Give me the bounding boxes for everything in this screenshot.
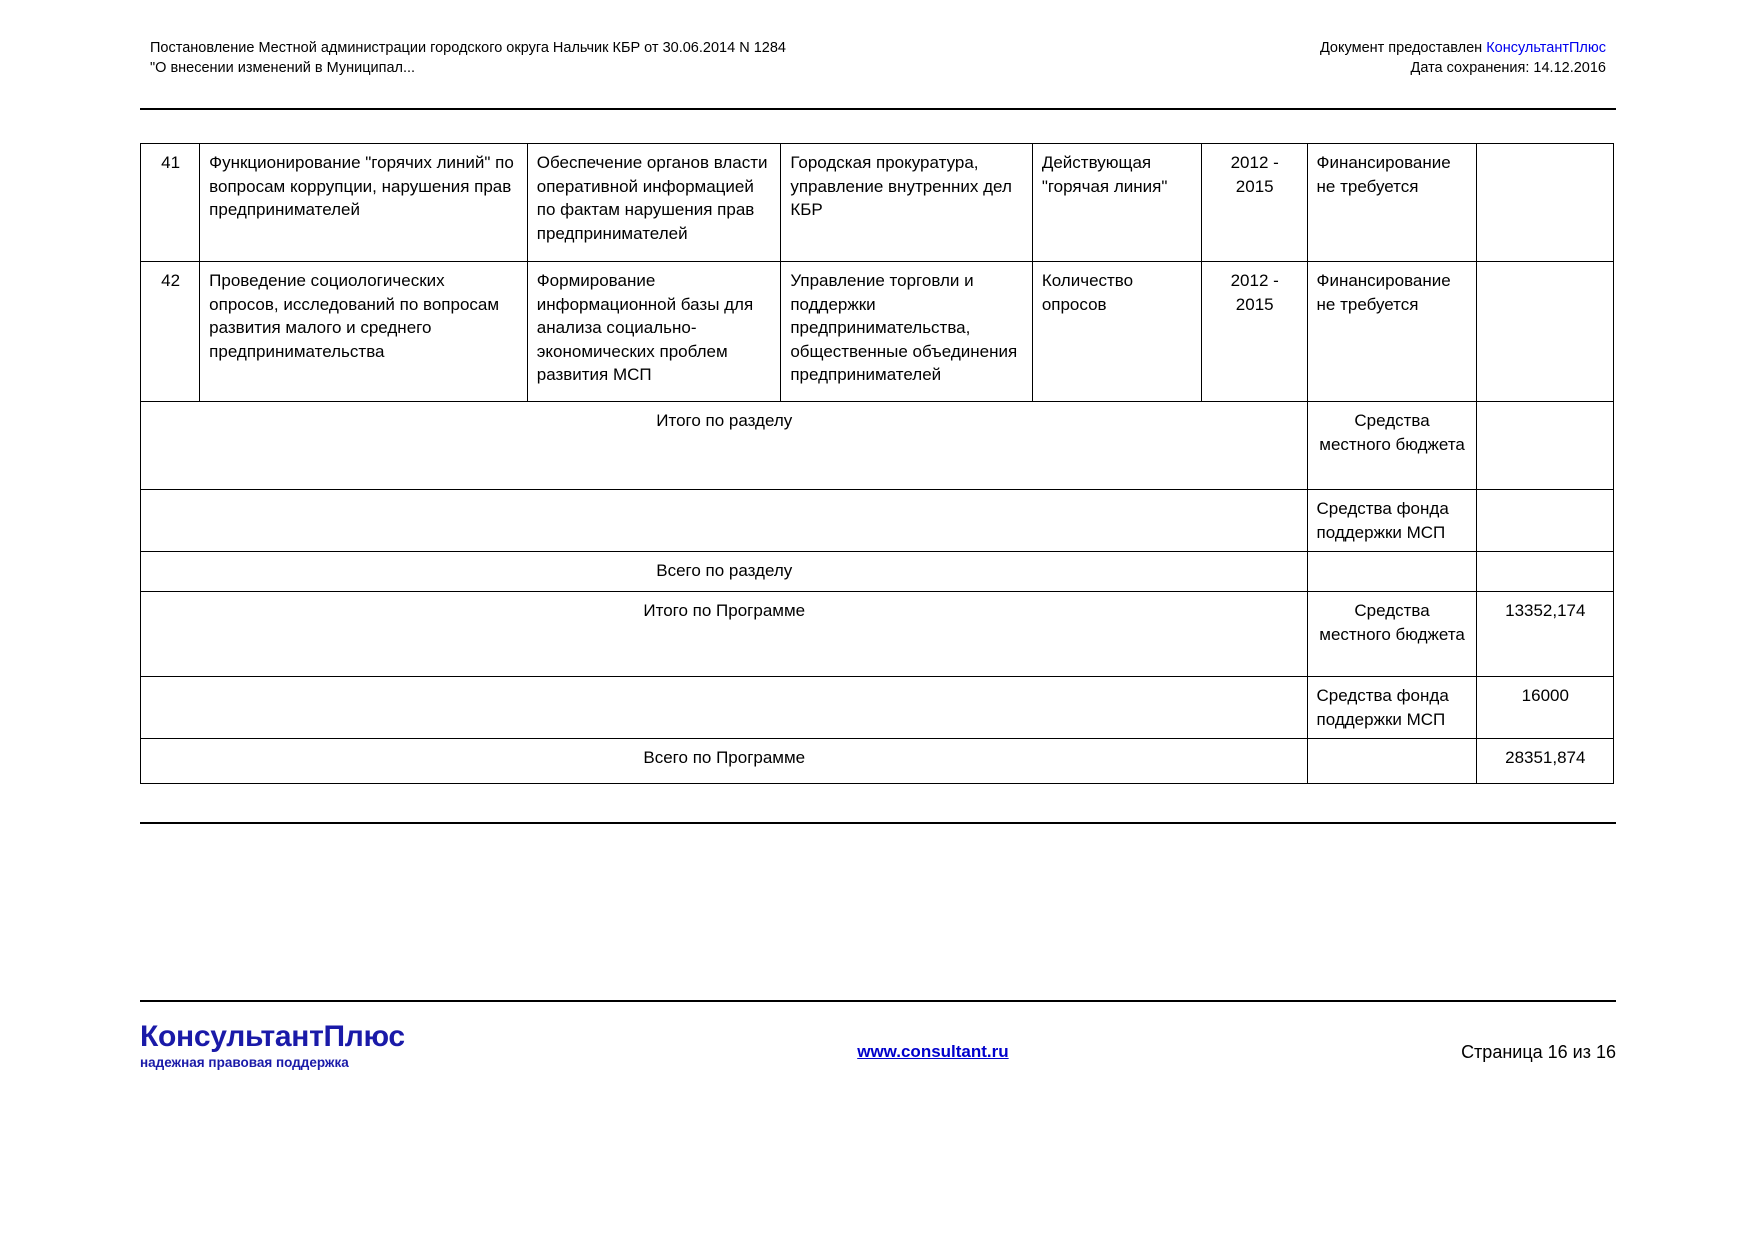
row-result: Формирование информационной базы для анализа социально-экономических проблем развития МСП: [527, 262, 781, 402]
summary-amount: 16000: [1476, 677, 1613, 739]
document-title-line1: Постановление Местной администрации городского округа Нальчик КБР от 30.06.2014 N 1284: [150, 40, 786, 56]
page-header: [150, 38, 1606, 78]
summary-amount: 13352,174: [1476, 592, 1613, 677]
consultant-plus-logo: [140, 1020, 405, 1072]
summary-label: [141, 677, 1308, 739]
summary-row: [141, 402, 1614, 490]
row-measure: Функционирование "горячих линий" по вопросам коррупции, нарушения прав предпринимателей: [200, 144, 528, 262]
table-row: [141, 144, 1614, 262]
summary-amount: [1476, 490, 1613, 552]
summary-source: Средства местного бюджета: [1307, 402, 1476, 490]
summary-amount: [1476, 552, 1613, 592]
row-result: Обеспечение органов власти оперативной информацией по фактам нарушения прав предпринимателей: [527, 144, 781, 262]
row-number: 42: [141, 262, 200, 402]
summary-amount: [1476, 402, 1613, 490]
summary-label: Итого по разделу: [141, 402, 1308, 490]
provided-by-label: Документ предоставлен: [1319, 40, 1483, 56]
program-measures-table: [140, 143, 1614, 784]
summary-row: [141, 552, 1614, 592]
summary-label: Итого по Программе: [141, 592, 1308, 677]
document-title-block: [150, 38, 786, 78]
summary-row: [141, 739, 1614, 784]
row-executor: Городская прокуратура, управление внутренних дел КБР: [781, 144, 1032, 262]
document-title-line2: "О внесении изменений в Муниципал...: [150, 60, 416, 76]
page-number: Страница 16 из 16: [1461, 1042, 1616, 1062]
summary-row: [141, 677, 1614, 739]
footer-divider-top: [140, 822, 1616, 824]
row-financing: Финансирование не требуется: [1307, 144, 1476, 262]
program-measures-table-wrapper: [140, 143, 1614, 784]
summary-source: Средства местного бюджета: [1307, 592, 1476, 677]
summary-row: [141, 592, 1614, 677]
footer-divider-bottom: [140, 1000, 1616, 1002]
row-indicator: Действующая "горячая линия": [1032, 144, 1201, 262]
summary-amount: 28351,874: [1476, 739, 1613, 784]
logo-title: КонсультантПлюс: [140, 1020, 405, 1053]
row-period: 2012 - 2015: [1201, 144, 1307, 262]
row-number: 41: [141, 144, 200, 262]
row-measure: Проведение социологических опросов, исследований по вопросам развития малого и среднего предпринимательства: [200, 262, 528, 402]
logo-tagline: надежная правовая поддержка: [140, 1055, 349, 1070]
row-executor: Управление торговли и поддержки предпринимательства, общественные объединения предпринимателей: [781, 262, 1032, 402]
summary-label: [141, 490, 1308, 552]
summary-label: Всего по Программе: [141, 739, 1308, 784]
document-source-block: [1320, 38, 1606, 78]
summary-source: Средства фонда поддержки МСП: [1307, 490, 1476, 552]
summary-row: [141, 490, 1614, 552]
summary-source: [1307, 552, 1476, 592]
consultant-website-link[interactable]: www.consultant.ru: [857, 1042, 1009, 1061]
summary-source: Средства фонда поддержки МСП: [1307, 677, 1476, 739]
row-amount: [1476, 262, 1613, 402]
row-indicator: Количество опросов: [1032, 262, 1201, 402]
saved-date: Дата сохранения: 14.12.2016: [1410, 60, 1606, 76]
provided-by-line: [1320, 38, 1606, 58]
table-row: [141, 262, 1614, 402]
row-period: 2012 - 2015: [1201, 262, 1307, 402]
summary-source: [1307, 739, 1476, 784]
summary-label: Всего по разделу: [141, 552, 1308, 592]
header-divider: [140, 108, 1616, 110]
row-financing: Финансирование не требуется: [1307, 262, 1476, 402]
consultant-plus-link[interactable]: КонсультантПлюс: [1486, 40, 1606, 56]
row-amount: [1476, 144, 1613, 262]
page-footer: [140, 1020, 1616, 1072]
